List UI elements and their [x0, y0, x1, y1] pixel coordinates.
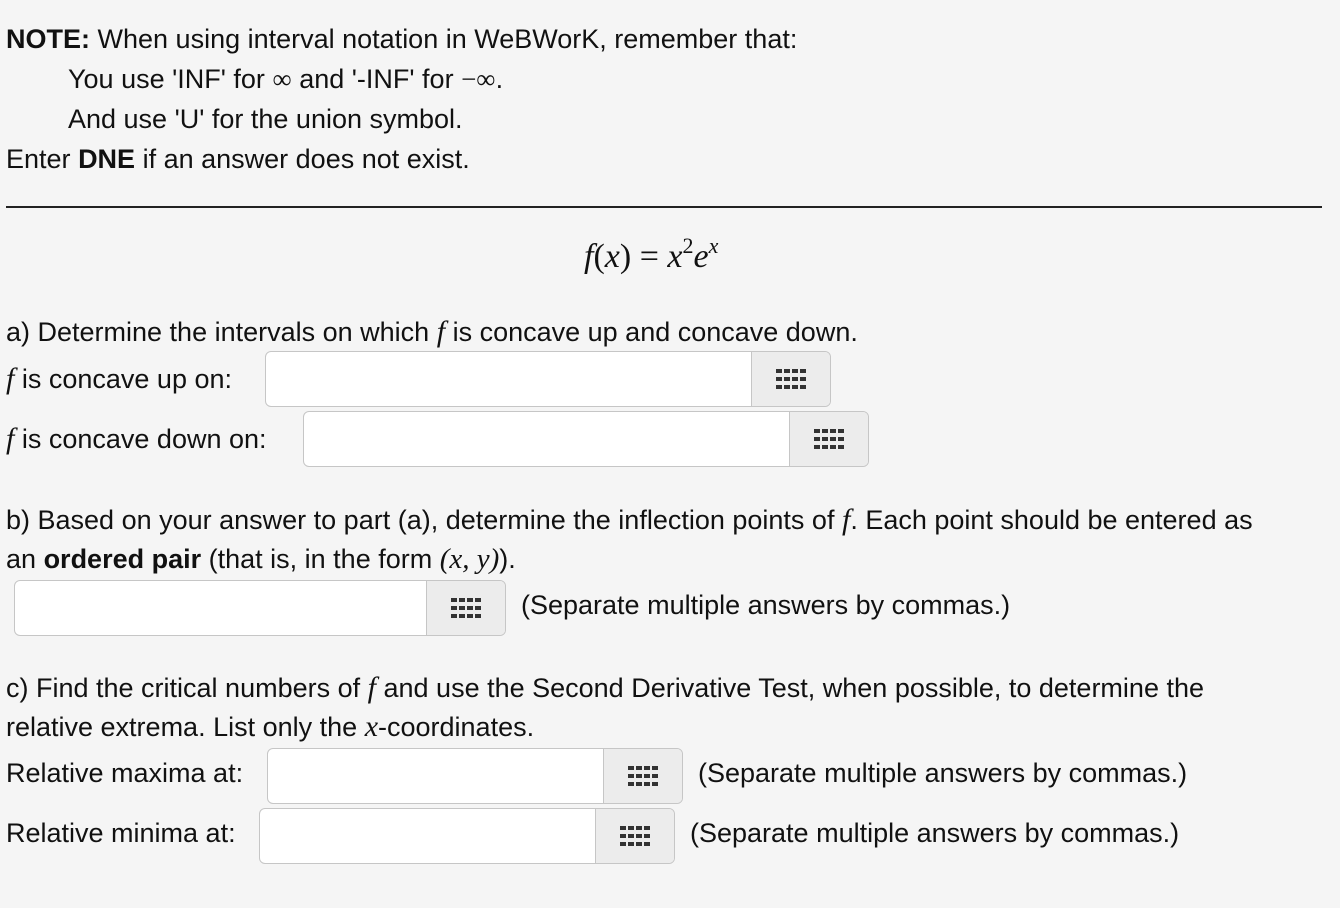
- concave-down-f: f: [6, 422, 15, 455]
- part-c-x: x: [364, 710, 379, 743]
- relative-maxima-hint: (Separate multiple answers by commas.): [698, 758, 1188, 788]
- note-line-2: [68, 64, 503, 95]
- part-b-line-1: [6, 503, 1253, 537]
- concave-up-label: [6, 362, 232, 396]
- inflection-points-input[interactable]: [15, 581, 426, 635]
- neg-infinity-symbol: −∞: [461, 64, 496, 94]
- part-a-prompt: [6, 315, 858, 349]
- concave-down-field: [303, 411, 869, 467]
- note-line-1-text: When using interval notation in WeBWorK, remember that:: [97, 24, 798, 54]
- concave-down-label: [6, 422, 267, 456]
- eq-paren-close: ): [619, 238, 632, 275]
- note-line-4-a: Enter: [6, 144, 71, 174]
- part-c-line-2-b: -coordinates.: [378, 712, 535, 742]
- grid-icon: [814, 429, 844, 449]
- relative-minima-palette-button[interactable]: [595, 809, 674, 863]
- eq-equals: =: [639, 238, 659, 275]
- part-b-line-2-c: ).: [499, 544, 516, 574]
- eq-paren-open: (: [593, 238, 605, 275]
- part-c-line-1-b: and use the Second Derivative Test, when possible, to determine the: [383, 673, 1204, 703]
- grid-icon: [776, 369, 806, 389]
- eq-e-exp: x: [708, 233, 719, 258]
- relative-maxima-input[interactable]: [268, 749, 603, 803]
- grid-icon: [620, 826, 650, 846]
- inflection-points-palette-button[interactable]: [426, 581, 505, 635]
- eq-base: x: [667, 238, 683, 275]
- relative-minima-input[interactable]: [260, 809, 595, 863]
- concave-up-palette-button[interactable]: [751, 352, 830, 406]
- part-b-line-2-b: (that is, in the form: [208, 544, 433, 574]
- part-b-line-2-a: an: [6, 544, 37, 574]
- note-line-4: [6, 144, 470, 175]
- relative-minima-hint: (Separate multiple answers by commas.): [690, 818, 1180, 848]
- note-dne: DNE: [78, 144, 136, 174]
- concave-up-field: [265, 351, 831, 407]
- infinity-symbol: ∞: [272, 64, 292, 94]
- part-c-line-2-a: relative extrema. List only the: [6, 712, 358, 742]
- relative-minima-label: Relative minima at:: [6, 818, 236, 848]
- concave-down-input[interactable]: [304, 412, 789, 466]
- concave-up-text: is concave up on:: [21, 364, 232, 394]
- part-b-form: (x, y): [439, 543, 500, 575]
- note-line-2-end: .: [495, 64, 504, 94]
- relative-minima-field: [259, 808, 675, 864]
- concave-up-f: f: [6, 362, 15, 395]
- note-line-3: And use 'U' for the union symbol.: [68, 104, 463, 134]
- part-a-prompt-a: a) Determine the intervals on which: [6, 317, 430, 347]
- grid-icon: [628, 766, 658, 786]
- part-b-line-2: [6, 543, 516, 576]
- note-line-4-b: if an answer does not exist.: [142, 144, 470, 174]
- part-b-f: f: [841, 503, 851, 536]
- part-a-f: f: [436, 315, 446, 348]
- part-b-line-1-a: b) Based on your answer to part (a), determine the inflection points of: [6, 505, 835, 535]
- divider: [6, 206, 1322, 208]
- part-b-ordered-pair: ordered pair: [43, 544, 202, 574]
- relative-maxima-label: Relative maxima at:: [6, 758, 244, 788]
- eq-exp: 2: [682, 233, 694, 258]
- part-c-line-1: [6, 671, 1204, 705]
- relative-maxima-field: [267, 748, 683, 804]
- eq-lhs: f: [584, 238, 594, 275]
- note-heading: NOTE:: [6, 24, 90, 54]
- relative-maxima-palette-button[interactable]: [603, 749, 682, 803]
- note-line-1: [6, 24, 797, 55]
- inflection-points-hint: (Separate multiple answers by commas.): [521, 590, 1011, 620]
- eq-var: x: [604, 238, 620, 275]
- inflection-points-field: [14, 580, 506, 636]
- part-c-line-2: [6, 710, 534, 744]
- part-b-line-1-b: . Each point should be entered as: [850, 505, 1253, 535]
- part-c-line-1-a: c) Find the critical numbers of: [6, 673, 361, 703]
- part-a-prompt-b: is concave up and concave down.: [452, 317, 858, 347]
- note-line-2-a: You use 'INF' for: [68, 64, 265, 94]
- grid-icon: [451, 598, 481, 618]
- eq-e: e: [693, 238, 709, 275]
- note-line-2-b: and '-INF' for: [299, 64, 454, 94]
- concave-down-palette-button[interactable]: [789, 412, 868, 466]
- function-equation: [584, 233, 719, 276]
- concave-down-text: is concave down on:: [21, 424, 267, 454]
- part-c-f: f: [367, 671, 376, 704]
- concave-up-input[interactable]: [266, 352, 751, 406]
